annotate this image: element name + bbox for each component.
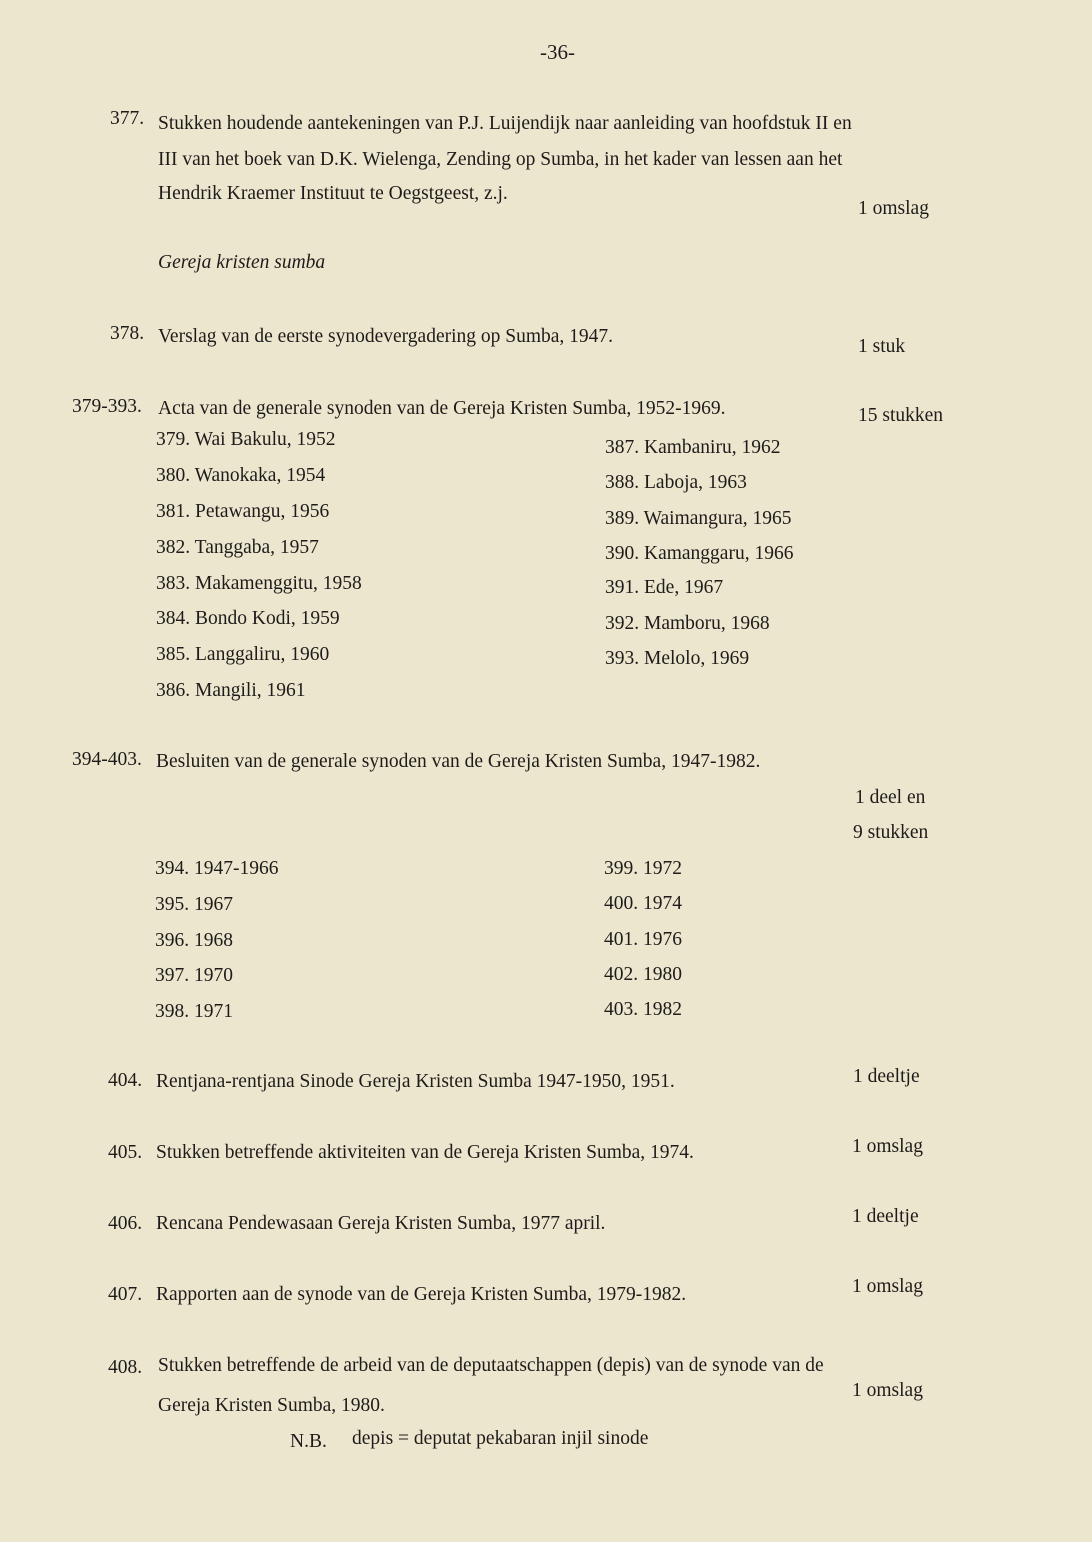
entry-number: 406. (108, 1213, 143, 1234)
entry-394-403-quantity: 1 deel en (855, 787, 926, 808)
entry-number: 407. (108, 1284, 143, 1305)
entry-number: 404. (108, 1070, 143, 1091)
entry-number: 377. (110, 108, 145, 129)
sublist-item: 399. 1972 (604, 858, 682, 879)
sublist-item: 398. 1971 (155, 1001, 233, 1022)
sublist-item: 401. 1976 (604, 929, 682, 950)
entry-404-quantity: 1 deeltje (853, 1066, 920, 1087)
entry-379-393-quantity: 15 stukken (858, 405, 944, 426)
entry-number: 379-393. (72, 396, 142, 417)
entry-number: 378. (110, 323, 145, 344)
sublist-item: 395. 1967 (155, 894, 233, 915)
sublist-item: 386. Mangili, 1961 (156, 680, 306, 701)
sublist-item: 392. Mamboru, 1968 (605, 613, 770, 634)
entry-377-quantity: 1 omslag (858, 198, 929, 219)
entry-408-quantity: 1 omslag (852, 1380, 923, 1401)
entry-379-393-text: Acta van de generale synoden van de Gereja Kristen Sumba, 1952-1969. (158, 398, 726, 419)
sublist-item: 385. Langgaliru, 1960 (156, 644, 330, 665)
entry-407-text: Rapporten aan de synode van de Gereja Kristen Sumba, 1979-1982. (156, 1284, 687, 1305)
sublist-item: 400. 1974 (604, 893, 682, 914)
sublist-item: 397. 1970 (155, 965, 233, 986)
entry-number: 408. (108, 1357, 143, 1378)
note-text: depis = deputat pekabaran injil sinode (352, 1428, 649, 1449)
sublist-item: 382. Tanggaba, 1957 (156, 537, 319, 558)
sublist-item: 384. Bondo Kodi, 1959 (156, 608, 340, 629)
entry-407-quantity: 1 omslag (852, 1276, 923, 1297)
entry-number: 394-403. (72, 749, 142, 770)
sublist-item: 379. Wai Bakulu, 1952 (156, 429, 336, 450)
sublist-item: 393. Melolo, 1969 (605, 648, 750, 669)
entry-406-text: Rencana Pendewasaan Gereja Kristen Sumba, 1977 april. (156, 1213, 606, 1234)
entry-378-text: Verslag van de eerste synodevergadering op Sumba, 1947. (158, 326, 614, 347)
entry-394-403-quantity: 9 stukken (853, 822, 929, 843)
entry-405-quantity: 1 omslag (852, 1136, 923, 1157)
sublist-item: 403. 1982 (604, 999, 682, 1020)
sublist-item: 380. Wanokaka, 1954 (156, 465, 326, 486)
entry-394-403-text: Besluiten van de generale synoden van de Gereja Kristen Sumba, 1947-1982. (156, 751, 761, 772)
sublist-item: 388. Laboja, 1963 (605, 472, 747, 493)
entry-408-line1: Stukken betreffende de arbeid van de deputaatschappen (depis) van de synode van de (158, 1355, 824, 1376)
entry-number: 405. (108, 1142, 143, 1163)
sublist-item: 402. 1980 (604, 964, 682, 985)
sublist-item: 387. Kambaniru, 1962 (605, 437, 781, 458)
sublist-item: 396. 1968 (155, 930, 233, 951)
sublist-item: 394. 1947-1966 (155, 858, 279, 879)
sublist-item: 391. Ede, 1967 (605, 577, 724, 598)
entry-377-text: Stukken houdende aantekeningen van P.J. Luijendijk naar aanleiding van hoofdstuk II en III van het boek van D.K. Wielenga, Zending op Sumba, in het kader van lessen aan het (158, 113, 852, 170)
sublist-item: 383. Makamenggitu, 1958 (156, 573, 362, 594)
sublist-item: 390. Kamanggaru, 1966 (605, 543, 794, 564)
entry-377-line3: Hendrik Kraemer Instituut te Oegstgeest, z.j. (158, 183, 508, 204)
section-heading: Gereja kristen sumba (158, 252, 326, 273)
sublist-item: 381. Petawangu, 1956 (156, 501, 330, 522)
entry-406-quantity: 1 deeltje (852, 1206, 919, 1227)
entry-408-line2: Gereja Kristen Sumba, 1980. (158, 1395, 385, 1416)
entry-405-text: Stukken betreffende aktiviteiten van de Gereja Kristen Sumba, 1974. (156, 1142, 694, 1163)
sublist-item: 389. Waimangura, 1965 (605, 508, 792, 529)
entry-404-text: Rentjana-rentjana Sinode Gereja Kristen Sumba 1947-1950, 1951. (156, 1071, 675, 1092)
note-label: N.B. (290, 1431, 327, 1452)
page-number: -36- (540, 40, 575, 64)
entry-378-quantity: 1 stuk (858, 336, 906, 357)
